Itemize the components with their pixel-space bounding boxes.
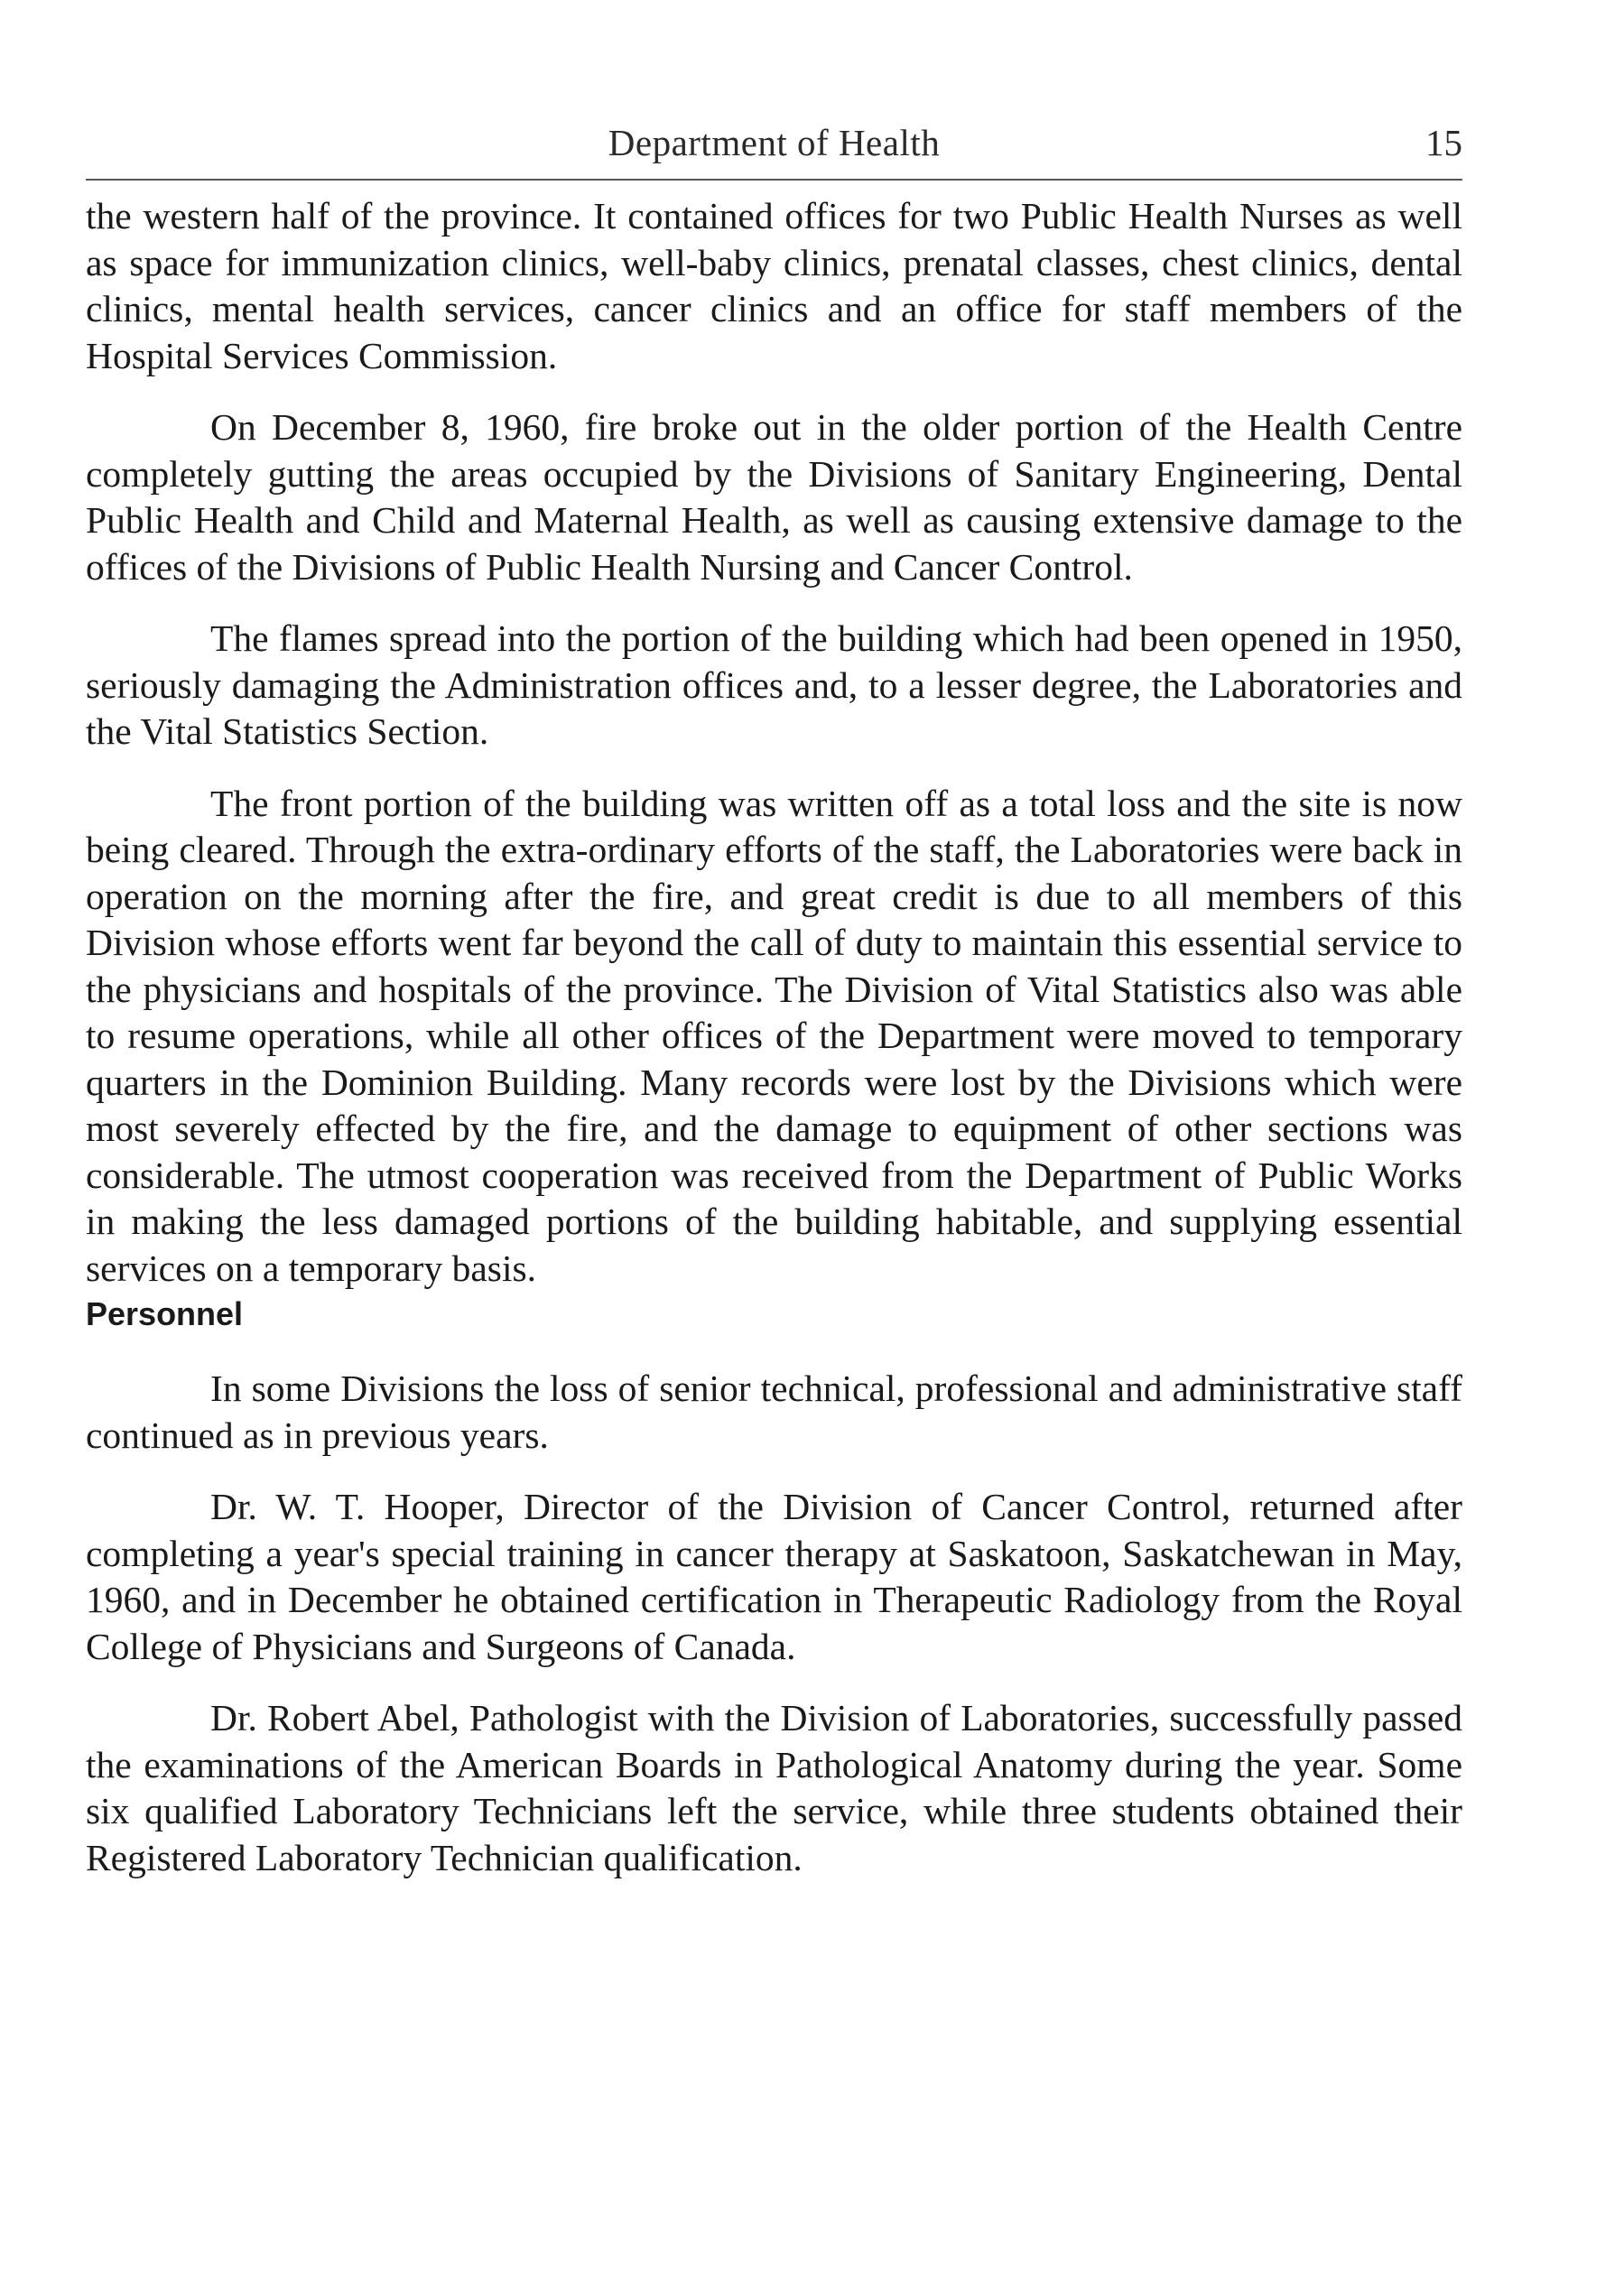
document-page xyxy=(86,117,1462,1881)
page-number: 15 xyxy=(1425,122,1462,163)
paragraph-fire: On December 8, 1960, fire broke out in the older portion of the Health Centre completely gutting the areas occupied by the Divisions of Sanitary Engineering, Dental Public Health and Child and Maternal Health, as well as causing extensive damage to the offices of the Divisions of Public Health Nursing and Cancer Control. xyxy=(86,406,1462,588)
paragraph-hooper: Dr. W. T. Hooper, Director of the Division of Cancer Control, returned after completing a year's special training in cancer therapy at Saskatoon, Saskatchewan in May, 1960, and in December he obtained certification in Therapeutic Radiology from the Royal College of Physicians and Surgeons of Canada. xyxy=(86,1486,1462,1667)
paragraph-abel: Dr. Robert Abel, Pathologist with the Division of Laboratories, successfully passed the examinations of the American Boards in Pathological Anatomy during the year. Some six qualified Laboratory Technicians left the service, while three students obtained their Registered Laboratory Technician qualification. xyxy=(86,1697,1462,1878)
running-title: Department of Health xyxy=(608,122,941,163)
paragraph-flames: The flames spread into the portion of the building which had been opened in 1950, seriously damaging the Administration offices and, to a lesser degree, the Laboratories and the Vital Statistics Section. xyxy=(86,617,1462,752)
body-text xyxy=(86,193,1462,1881)
section-heading-personnel: Personnel xyxy=(86,1295,244,1332)
paragraph-continued: the western half of the province. It contained offices for two Public Health Nurses as well as space for immunization clinics, well-baby clinics, prenatal classes, chest clinics, dental clinics, mental health services, cancer clinics and an office for staff members of the Hospital Services Commission. xyxy=(86,195,1462,376)
paragraph-staff-loss: In some Divisions the loss of senior technical, professional and administrative staff continued as in previous years. xyxy=(86,1368,1462,1456)
paragraph-front-portion: The front portion of the building was written off as a total loss and the site is now being cleared. Through the extra-ordinary efforts of the staff, the Laboratories were back in operation on the morning after the fire, and great credit is due to all members of this Division whose efforts went far beyond the call of duty to maintain this essential service to the physicians and hospitals of the province. The Division of Vital Statistics also was able to resume operations, while all other offices of the Department were moved to temporary quarters in the Dominion Building. Many records were lost by the Divisions which were most severely effected by the fire, and the damage to equipment of other sections was considerable. The utmost cooperation was received from the Department of Public Works in making the less damaged portions of the building habitable, and supplying essential services on a temporary basis. xyxy=(86,782,1462,1289)
header-rule xyxy=(86,179,1462,181)
running-header xyxy=(86,117,1462,168)
